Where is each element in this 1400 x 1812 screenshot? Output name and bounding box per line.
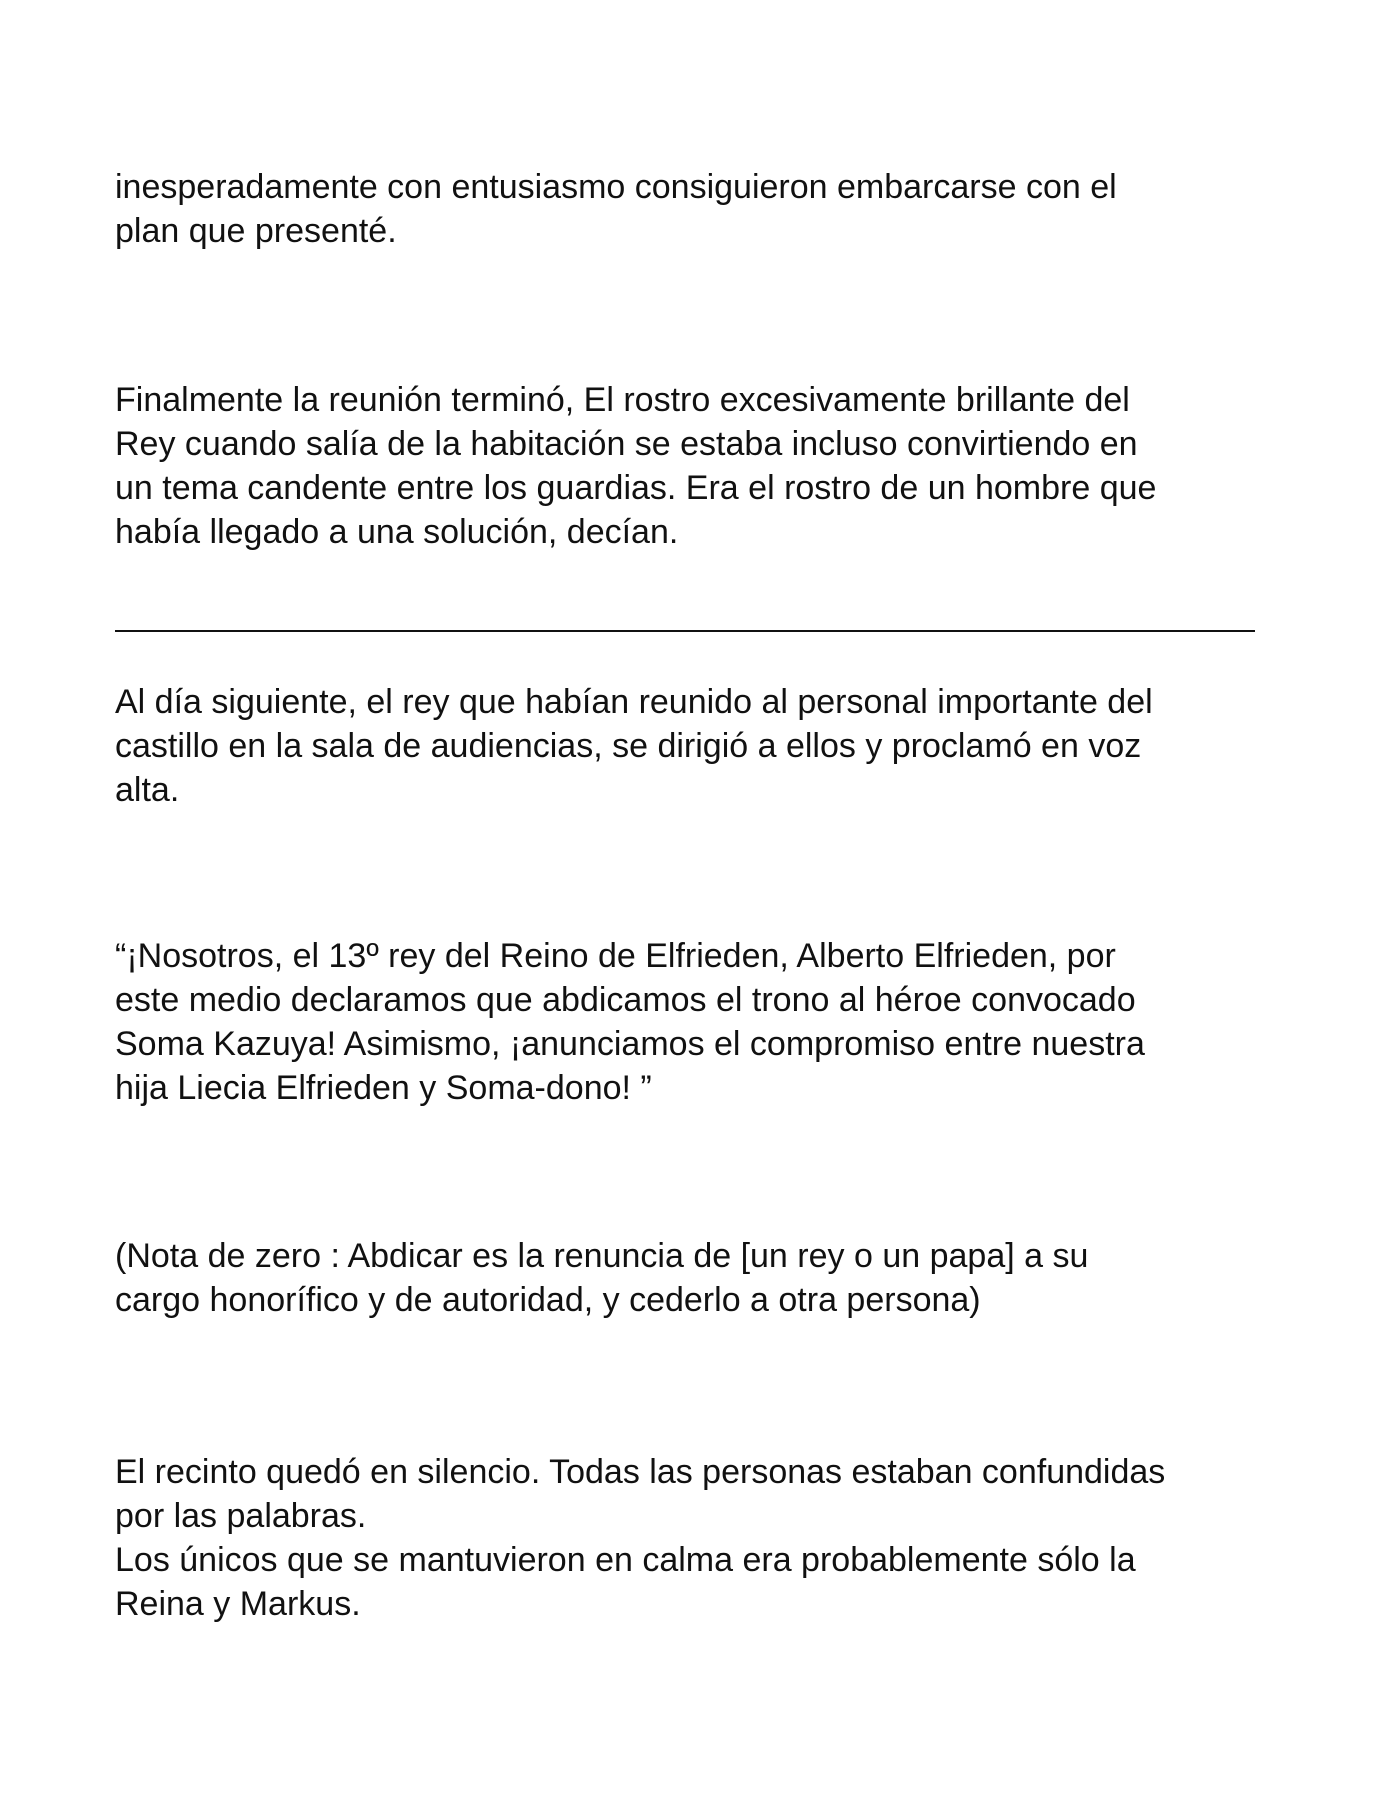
paragraph-next-day: Al día siguiente, el rey que habían reunido al personal importante del castillo en la sala de audiencias, se dirigió a ellos y proclamó en voz alta. bbox=[115, 683, 1153, 809]
paragraph-translator-note: (Nota de zero : Abdicar es la renuncia de [un rey o un papa] a su cargo honorífico y de autoridad, y cederlo a otra persona) bbox=[115, 1237, 1089, 1319]
paragraph-meeting-end: Finalmente la reunión terminó, El rostro excesivamente brillante del Rey cuando salía de la habitación se estaba incluso convirtiendo en un tema candente entre los guardias. Era el rostro de un hombre que había llegado a una solución, decían. bbox=[115, 381, 1157, 551]
paragraph-silence: El recinto quedó en silencio. Todas las personas estaban confundidas por las palabras. Los únicos que se mantuvieron en calma era probablemente sólo la Reina y Markus. bbox=[115, 1453, 1166, 1623]
paragraph-proclamation: “¡Nosotros, el 13º rey del Reino de Elfrieden, Alberto Elfrieden, por este medio declaramos que abdicamos el trono al héroe convocado Soma Kazuya! Asimismo, ¡anunciamos el compromiso entre nuestra hija Liecia Elfrieden y Soma-dono! ” bbox=[115, 937, 1145, 1107]
paragraph-plan: inesperadamente con entusiasmo consiguieron embarcarse con el plan que presenté. bbox=[115, 168, 1117, 250]
section-divider bbox=[115, 630, 1255, 632]
